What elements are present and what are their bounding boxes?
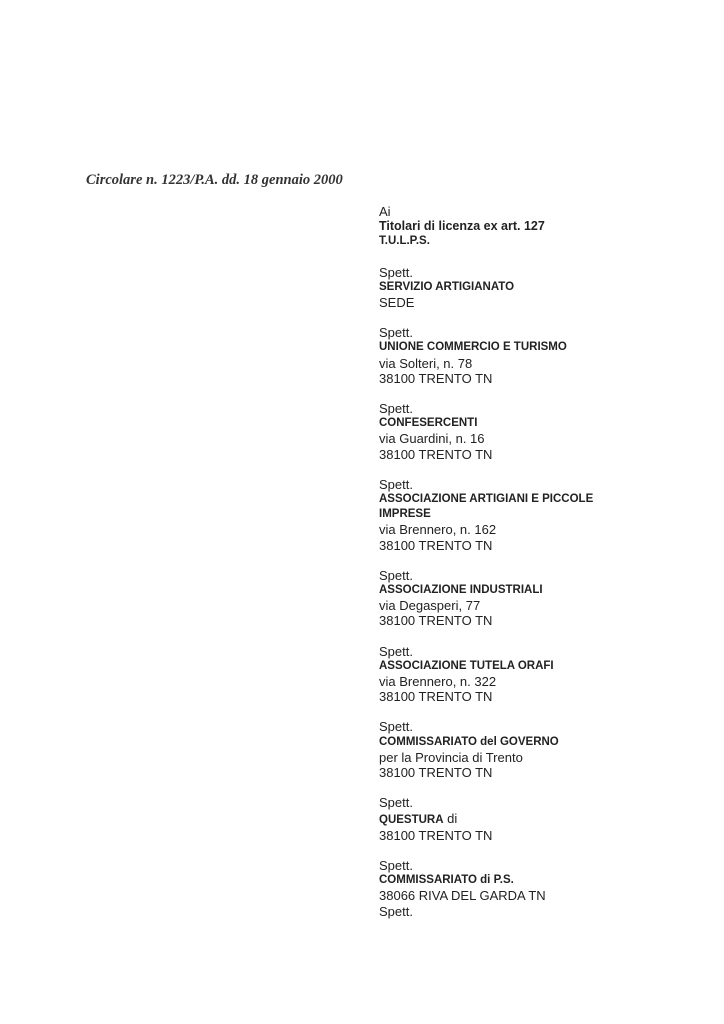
recipient-block (379, 204, 679, 250)
recipient-block (379, 401, 679, 462)
recipient-name: ASSOCIAZIONE TUTELA ORAFI (379, 659, 554, 672)
recipient-salutation: Spett. (379, 795, 413, 811)
recipient-block (379, 858, 679, 919)
recipient-address: via Degasperi, 77 (379, 598, 481, 614)
recipient-city: 38066 RIVA DEL GARDA TN (379, 888, 546, 904)
recipient-salutation: Spett. (379, 264, 413, 280)
recipient-salutation: Spett. (379, 857, 413, 873)
recipient-block (379, 719, 679, 780)
recipient-address: via Guardini, n. 16 (379, 431, 485, 447)
recipient-salutation: Spett. (379, 719, 413, 735)
recipient-salutation: Spett. (379, 567, 413, 583)
recipient-salutation: Spett. (379, 903, 413, 919)
recipient-name: CONFESERCENTI (379, 417, 478, 430)
recipient-name: COMMISSARIATO del GOVERNO (379, 735, 559, 748)
block-spacer (379, 629, 679, 644)
recipient-block (379, 795, 679, 843)
recipient-name-line (379, 811, 679, 828)
recipient-block (379, 477, 679, 553)
circular-reference: Circolare n. 1223/P.A. dd. 18 gennaio 2000 (86, 172, 343, 188)
block-spacer (379, 780, 679, 795)
recipient-city: 38100 TRENTO TN (379, 613, 493, 629)
recipient-address: via Brennero, n. 322 (379, 674, 497, 690)
recipient-address: SEDE (379, 295, 415, 311)
recipient-name: QUESTURA (379, 813, 444, 826)
recipient-name-line2: T.U.L.P.S. (379, 235, 430, 248)
recipient-city: 38100 TRENTO TN (379, 537, 493, 553)
recipient-name: UNIONE COMMERCIO E TURISMO (379, 341, 567, 354)
recipient-salutation: Spett. (379, 325, 413, 341)
recipient-address: per la Provincia di Trento (379, 749, 523, 765)
block-spacer (379, 310, 679, 325)
recipient-name-suffix: di (443, 810, 458, 826)
recipient-name: ASSOCIAZIONE INDUSTRIALI (379, 584, 543, 597)
block-spacer (379, 462, 679, 477)
recipient-name: Titolari di licenza ex art. 127 (379, 219, 545, 234)
recipient-salutation: Spett. (379, 401, 413, 417)
block-spacer (379, 843, 679, 858)
recipient-salutation: Ai (379, 204, 391, 219)
recipient-block (379, 325, 679, 386)
recipient-address: via Solteri, n. 78 (379, 355, 473, 371)
recipient-list (379, 204, 679, 919)
recipient-name: COMMISSARIATO di P.S. (379, 874, 514, 887)
block-spacer (379, 250, 679, 265)
recipient-city: 38100 TRENTO TN (379, 446, 493, 462)
recipient-city: 38100 TRENTO TN (379, 765, 493, 781)
recipient-city: 38100 TRENTO TN (379, 370, 493, 386)
recipient-city: 38100 TRENTO TN (379, 689, 493, 705)
recipient-block (379, 265, 679, 311)
recipient-block (379, 644, 679, 705)
recipient-salutation: Spett. (379, 643, 413, 659)
block-spacer (379, 386, 679, 401)
recipient-city: 38100 TRENTO TN (379, 827, 493, 843)
recipient-block (379, 568, 679, 629)
block-spacer (379, 553, 679, 568)
recipient-salutation: Spett. (379, 476, 413, 492)
recipient-name: ASSOCIAZIONE ARTIGIANI E PICCOLE IMPRESE (379, 493, 594, 521)
recipient-address: via Brennero, n. 162 (379, 522, 497, 538)
recipient-name: SERVIZIO ARTIGIANATO (379, 280, 515, 293)
block-spacer (379, 704, 679, 719)
